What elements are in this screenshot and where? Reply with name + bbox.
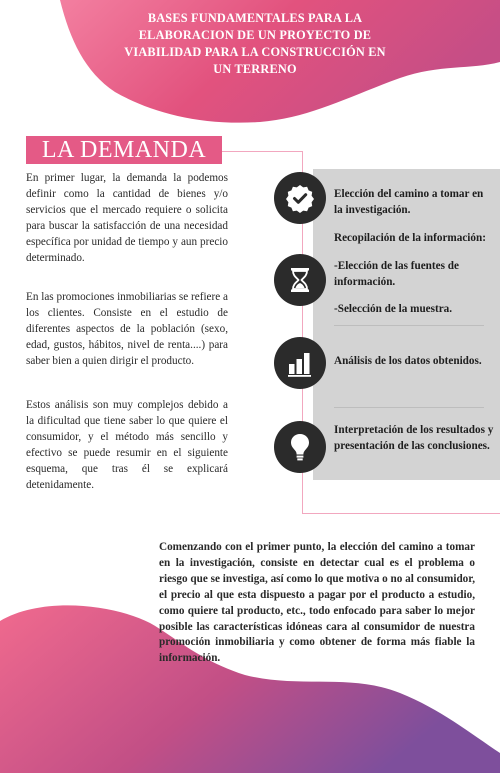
step2-heading: Recopilación de la información: xyxy=(334,232,486,244)
clients-paragraph: En las promociones inmobiliarias se refiere a los clientes. Consiste en el estudio de diferentes aspectos de la población (sexo, edad, gustos, hábitos, nivel de renta....) para saber bien a quien dirigir el producto. xyxy=(26,291,228,367)
step2-sample: -Selección de la muestra. xyxy=(334,303,453,315)
section-title: LA DEMANDA xyxy=(26,136,222,164)
analysis-paragraph: Estos análisis son muy complejos debido a la dificultad que tiene saber lo que quiere el consumidor, y el método más sencillo y efectivo se puede resumir en el siguiente esquema, que tras él se explicará detenidamente. xyxy=(26,399,228,491)
step1-text: Elección del camino a tomar en la investigación. xyxy=(334,188,484,216)
hourglass-icon xyxy=(274,254,326,306)
frame-line-bottom xyxy=(302,513,500,514)
intro-paragraph: En primer lugar, la demanda la podemos definir como la cantidad de bienes y/o servicios que el mercado requiere o solicita para buscar la satisfacción de una necesidad específica por unidad de tiempo y aun precio determinado. xyxy=(26,172,228,264)
step3-text: Análisis de los datos obtenidos. xyxy=(334,355,482,367)
step4-text: Interpretación de los resultados y presentación de las conclusiones. xyxy=(334,424,494,452)
step2-icon-circle xyxy=(274,254,326,306)
page-header-title: BASES FUNDAMENTALES PARA LA ELABORACION DE UN PROYECTO DE VIABILIDAD PARA LA CONSTRUCCIÓN EN UN TERRENO xyxy=(124,11,386,76)
lightbulb-icon xyxy=(274,421,326,473)
step3-icon-circle xyxy=(274,337,326,389)
separator xyxy=(334,325,484,326)
frame-line-top xyxy=(222,151,302,152)
check-badge-icon xyxy=(274,172,326,224)
bar-chart-icon xyxy=(274,337,326,389)
step2-sources: -Elección de las fuentes de información. xyxy=(334,260,459,288)
separator xyxy=(334,407,484,408)
first-step-explanation: Comenzando con el primer punto, la elección del camino a tomar en la investigación, consiste en detectar cual es el problema o riesgo que se investiga, así como lo que motiva o no al consumidor, el precio al que esta dispuesto a pagar por el producto a estudio, como quiere tal producto, etc., todo enfocado para saber lo mejor posible las características idóneas cara al consumidor de nuestra promoción inmobiliaria y como obtener de forma más fiable la información. xyxy=(159,541,475,665)
step4-icon-circle xyxy=(274,421,326,473)
step1-icon-circle xyxy=(274,172,326,224)
